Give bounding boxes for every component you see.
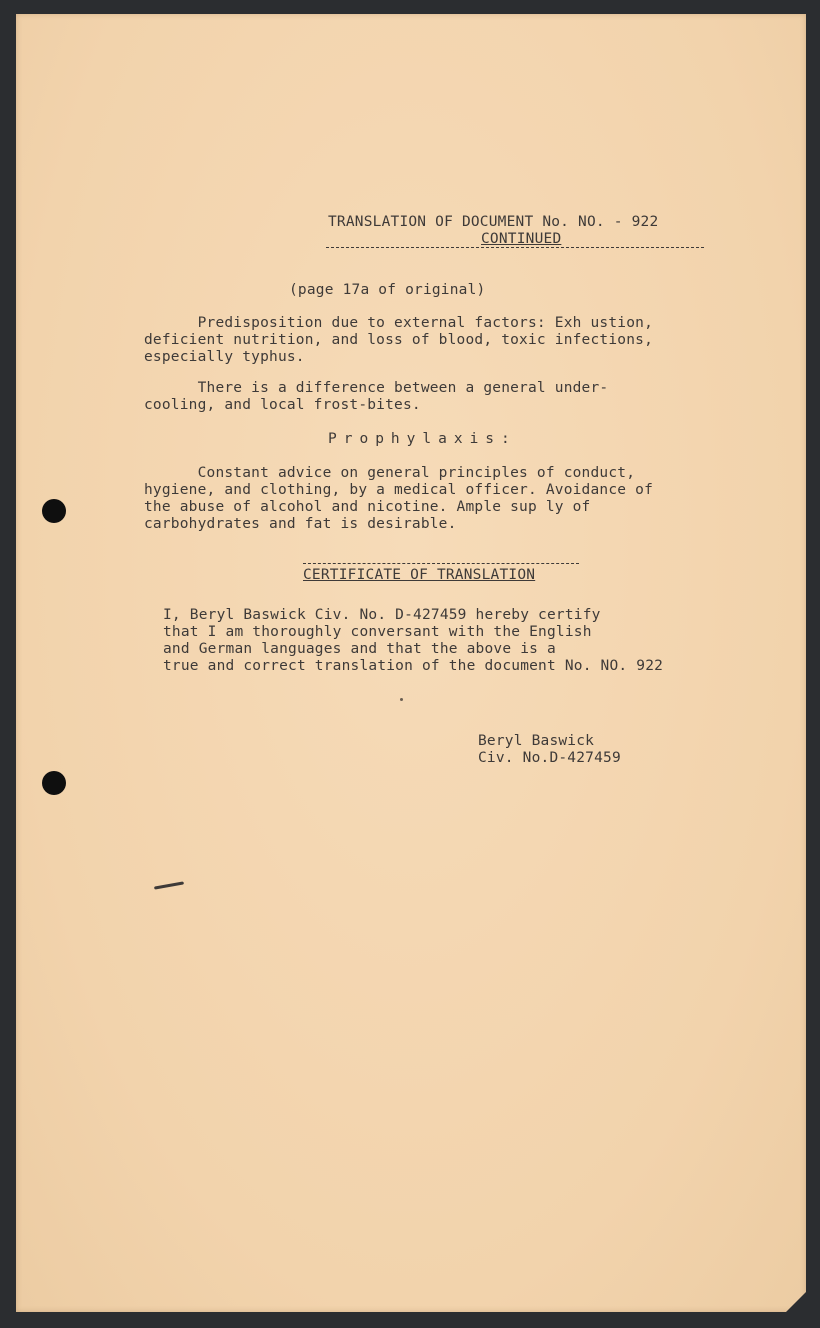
signature-name: Beryl Baswick [478,733,595,749]
section-heading-prophylaxis: Prophylaxis: [328,431,517,447]
pencil-mark [154,881,184,889]
paragraph-undercooling: There is a difference between a general under- cooling, and local frost-bites. [144,380,609,413]
certificate-body: I, Beryl Baswick Civ. No. D-427459 hereby certify that I am thoroughly conversant with the English and German languages and that the above is a true and correct translation of the document No. NO. 922 [163,607,664,674]
document-title: TRANSLATION OF DOCUMENT No. NO. - 922 [328,214,659,230]
certificate-overline [303,563,579,564]
ink-dot [400,698,403,701]
document-page [16,14,806,1312]
paragraph-predisposition: Predisposition due to external factors: Exh ustion, deficient nutrition, and loss of blood, toxic infections, especially typhus. [144,315,653,365]
punch-hole-top [42,499,66,523]
document-subtitle: CONTINUED [481,231,562,247]
page-reference: (page 17a of original) [289,282,486,298]
paragraph-advice: Constant advice on general principles of conduct, hygiene, and clothing, by a medical officer. Avoidance of the abuse of alcohol and nicotine. Ample sup ly of carbohydrates and fat is desirable. [144,465,653,532]
torn-corner [784,1290,808,1314]
certificate-title: CERTIFICATE OF TRANSLATION [303,567,536,583]
header-divider [326,247,704,248]
punch-hole-bottom [42,771,66,795]
signature-civ-number: Civ. No.D-427459 [478,750,621,766]
